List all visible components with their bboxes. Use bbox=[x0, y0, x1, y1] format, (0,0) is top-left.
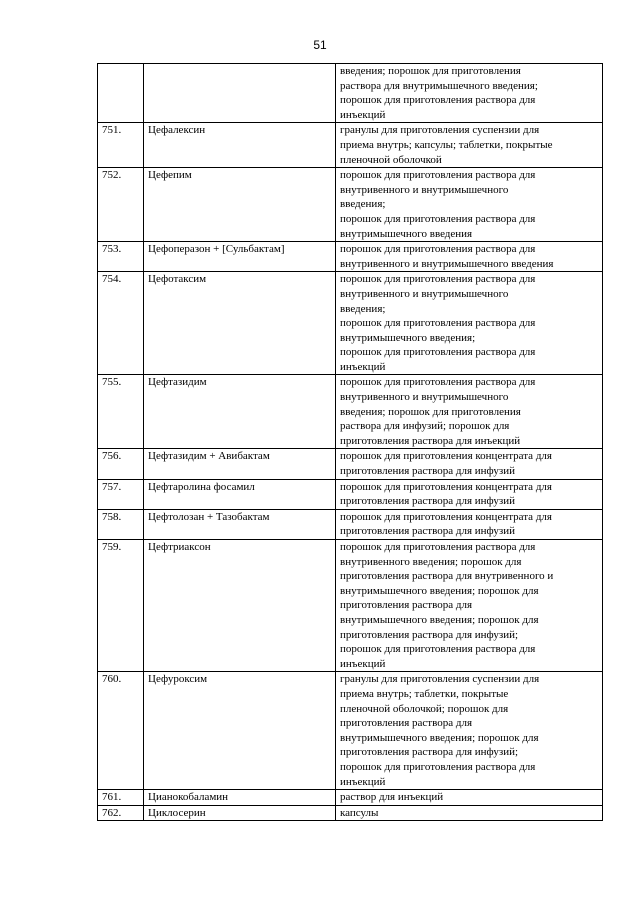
table-row bbox=[98, 123, 603, 168]
dosage-form-cell: порошок для приготовления концентрата для приготовления раствора для инфузий bbox=[336, 479, 603, 509]
row-number-cell: 762. bbox=[98, 805, 144, 821]
table-row bbox=[98, 672, 603, 790]
drug-name-cell: Цефалексин bbox=[144, 123, 336, 168]
row-number-cell: 758. bbox=[98, 509, 144, 539]
table-row bbox=[98, 272, 603, 375]
row-number-cell: 756. bbox=[98, 449, 144, 479]
dosage-form-cell: введения; порошок для приготовления раствора для внутримышечного введения; порошок для приготовления раствора для инъекций bbox=[336, 64, 603, 123]
dosage-form-cell: порошок для приготовления концентрата для приготовления раствора для инфузий bbox=[336, 509, 603, 539]
dosage-form-cell: гранулы для приготовления суспензии для приема внутрь; капсулы; таблетки, покрытые пленочной оболочкой bbox=[336, 123, 603, 168]
dosage-form-cell: порошок для приготовления концентрата для приготовления раствора для инфузий bbox=[336, 449, 603, 479]
dosage-form-cell: раствор для инъекций bbox=[336, 790, 603, 806]
row-number-cell: 761. bbox=[98, 790, 144, 806]
table-row bbox=[98, 64, 603, 123]
drug-name-cell: Цефтазидим + Авибактам bbox=[144, 449, 336, 479]
drug-name-cell: Цефотаксим bbox=[144, 272, 336, 375]
table-row bbox=[98, 375, 603, 449]
dosage-form-cell: порошок для приготовления раствора для внутривенного и внутримышечного введения; порошок для приготовления раствора для инфузий; порошок для приготовления раствора для инъекций bbox=[336, 375, 603, 449]
table-row bbox=[98, 805, 603, 821]
dosage-form-cell: капсулы bbox=[336, 805, 603, 821]
drug-table bbox=[97, 63, 603, 821]
dosage-form-cell: порошок для приготовления раствора для внутривенного и внутримышечного введения bbox=[336, 242, 603, 272]
drug-name-cell: Цефтриаксон bbox=[144, 540, 336, 672]
drug-name-cell: Цефтазидим bbox=[144, 375, 336, 449]
drug-name-cell: Цианокобаламин bbox=[144, 790, 336, 806]
drug-name-cell: Циклосерин bbox=[144, 805, 336, 821]
row-number-cell: 754. bbox=[98, 272, 144, 375]
page-number: 51 bbox=[313, 38, 327, 52]
table-row bbox=[98, 479, 603, 509]
table-row bbox=[98, 540, 603, 672]
drug-name-cell bbox=[144, 64, 336, 123]
row-number-cell bbox=[98, 64, 144, 123]
dosage-form-cell: порошок для приготовления раствора для внутривенного и внутримышечного введения; порошок для приготовления раствора для внутримышечного введения bbox=[336, 168, 603, 242]
drug-name-cell: Цефепим bbox=[144, 168, 336, 242]
table-row bbox=[98, 242, 603, 272]
drug-name-cell: Цефуроксим bbox=[144, 672, 336, 790]
drug-name-cell: Цефтаролина фосамил bbox=[144, 479, 336, 509]
table-row bbox=[98, 790, 603, 806]
dosage-form-cell: порошок для приготовления раствора для внутривенного и внутримышечного введения; порошок для приготовления раствора для внутримышечного введения; порошок для приготовления раствора для инъекций bbox=[336, 272, 603, 375]
drug-name-cell: Цефтолозан + Тазобактам bbox=[144, 509, 336, 539]
row-number-cell: 760. bbox=[98, 672, 144, 790]
dosage-form-cell: гранулы для приготовления суспензии для приема внутрь; таблетки, покрытые пленочной оболочкой; порошок для приготовления раствора для внутримышечного введения; порошок для приготовления раствора для инфузий; порошок для приготовления раствора для инъекций bbox=[336, 672, 603, 790]
row-number-cell: 759. bbox=[98, 540, 144, 672]
table-row bbox=[98, 449, 603, 479]
table-row bbox=[98, 168, 603, 242]
dosage-form-cell: порошок для приготовления раствора для внутривенного введения; порошок для приготовления раствора для внутривенного и внутримышечного введения; порошок для приготовления раствора для внутримышечного введения; порошок для приготовления раствора для инфузий; порошок для приготовления раствора для инъекций bbox=[336, 540, 603, 672]
row-number-cell: 757. bbox=[98, 479, 144, 509]
row-number-cell: 751. bbox=[98, 123, 144, 168]
row-number-cell: 752. bbox=[98, 168, 144, 242]
drug-name-cell: Цефоперазон + [Сульбактам] bbox=[144, 242, 336, 272]
row-number-cell: 753. bbox=[98, 242, 144, 272]
table-row bbox=[98, 509, 603, 539]
row-number-cell: 755. bbox=[98, 375, 144, 449]
